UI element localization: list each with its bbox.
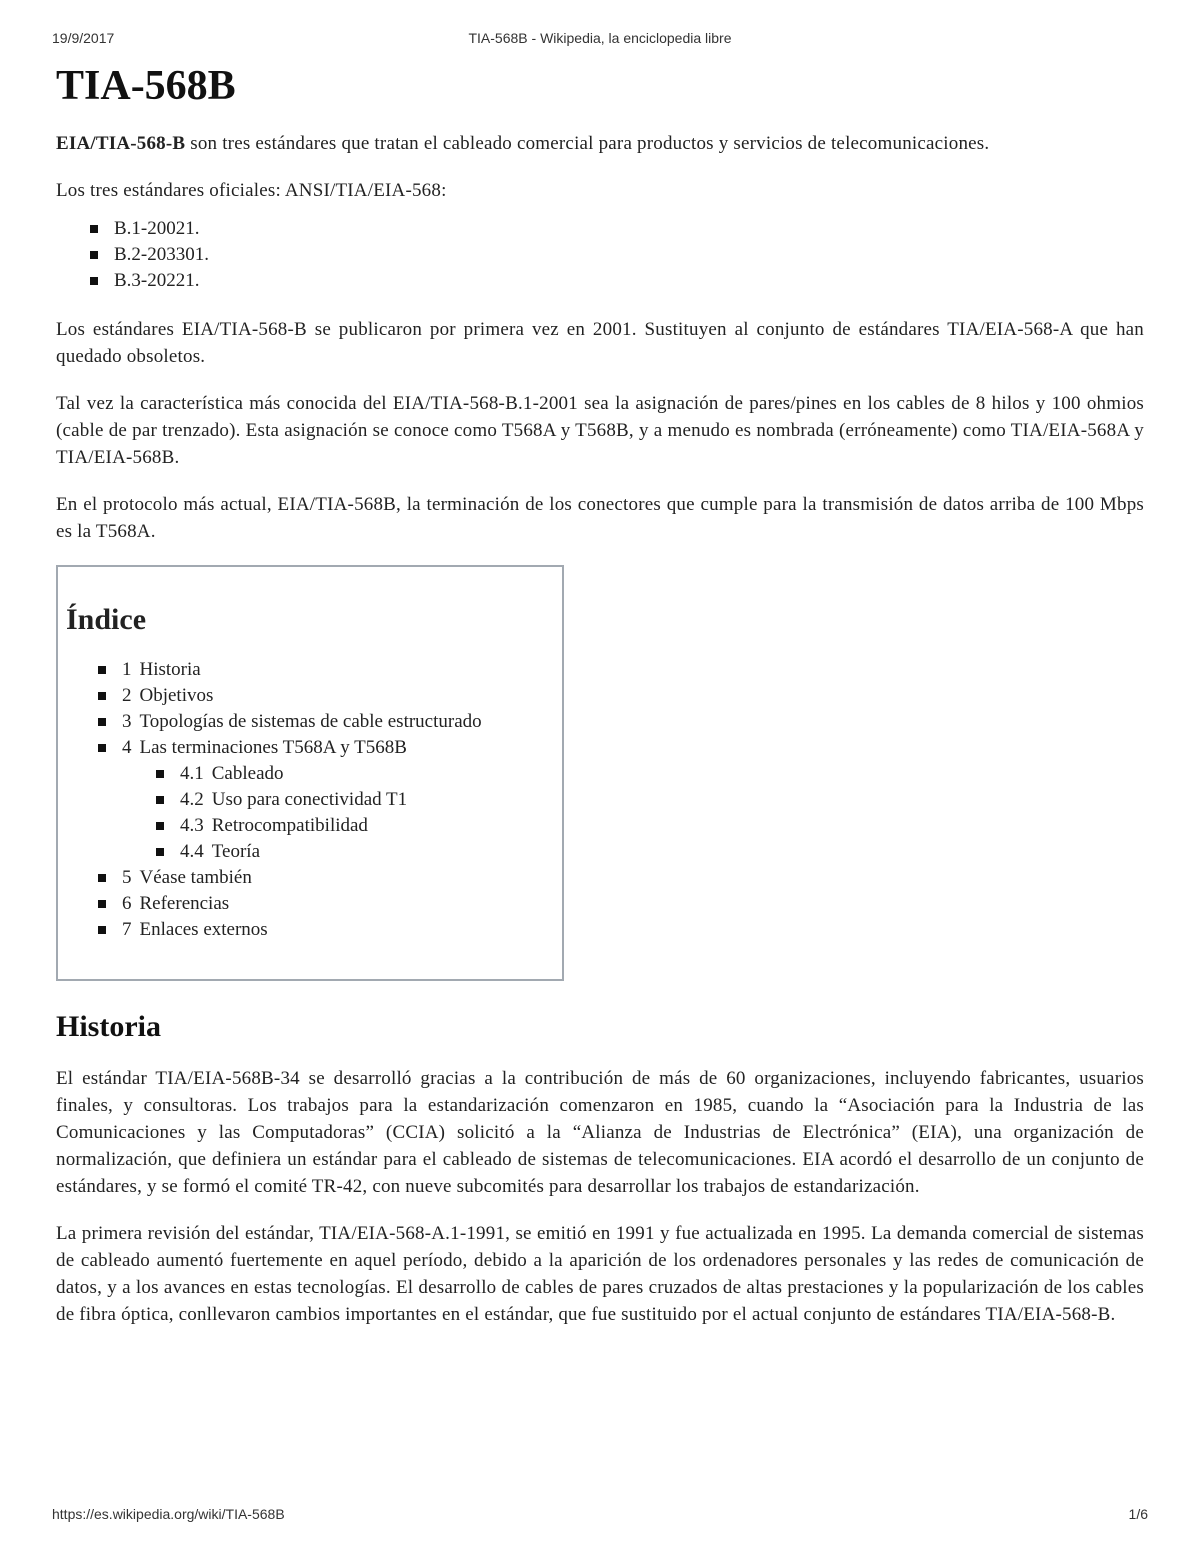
toc-item-referencias[interactable]: 6 Referencias: [98, 891, 554, 917]
intro-paragraph: [56, 130, 1144, 157]
page-title: TIA-568B: [56, 63, 236, 109]
toc-list: [66, 657, 554, 943]
historia-paragraph-1: El estándar TIA/EIA-568B-34 se desarrolló gracias a la contribución de más de 60 organizaciones, incluyendo fabricantes, usuarios finales, y consultoras. Los trabajos para la estandarización comenzaron en 1985, cuando la “Asociación para la Industria de las Comunicaciones y las Computadoras” (CCIA) solicitó a la “Alianza de Industrias de Electrónica” (EIA), una organización de normalización, que definiera un estándar para el cableado de sistemas de telecomunicaciones. EIA acordó el desarrollo de un conjunto de estándares, y se formó el comité TR-42, con nueve subcomités para desarrollar los trabajos de estandarización.: [56, 1068, 1144, 1197]
intro-text: son tres estándares que tratan el cableado comercial para productos y servicios de telecomunicaciones.: [185, 133, 990, 154]
protocol-paragraph: En el protocolo más actual, EIA/TIA-568B, la terminación de los conectores que cumple para la transmisión de datos arriba de 100 Mbps es la T568A.: [56, 494, 1144, 542]
toc-item-retrocompatibilidad[interactable]: 4.3 Retrocompatibilidad: [156, 813, 554, 839]
list-item: B.2-203301.: [90, 242, 1144, 268]
page-number: 1/6: [1128, 1506, 1148, 1522]
historia-paragraph-2: La primera revisión del estándar, TIA/EIA-568-A.1-1991, se emitió en 1991 y fue actualizada en 1995. La demanda comercial de sistemas de cableado aumentó fuertemente en aquel período, debido a la aparición de los ordenadores personales y las redes de comunicación de datos, y a los avances en estas tecnologías. El desarrollo de cables de pares cruzados de altas prestaciones y la popularización de los cables de fibra óptica, conllevaron cambios importantes en el estándar, que fue sustituido por el actual conjunto de estándares TIA/EIA-568-B.: [56, 1223, 1144, 1325]
print-document-title: TIA-568B - Wikipedia, la enciclopedia libre: [468, 30, 732, 46]
toc-item-historia[interactable]: 1 Historia: [98, 657, 554, 683]
table-of-contents: [56, 565, 564, 981]
feature-paragraph: Tal vez la característica más conocida del EIA/TIA-568-B.1-2001 sea la asignación de pares/pines en los cables de 8 hilos y 100 ohmios (cable de par trenzado). Esta asignación se conoce como T568A y T568B, y a menudo es nombrada (erróneamente) como TIA/EIA-568A y TIA/EIA-568B.: [56, 393, 1144, 468]
toc-sublist: [122, 761, 554, 865]
toc-item-conectividad-t1[interactable]: 4.2 Uso para conectividad T1: [156, 787, 554, 813]
list-item: B.1-20021.: [90, 216, 1144, 242]
print-url: https://es.wikipedia.org/wiki/TIA-568B: [52, 1506, 285, 1522]
toc-item-vease-tambien[interactable]: 5 Véase también: [98, 865, 554, 891]
print-footer: [52, 1506, 1148, 1526]
toc-item-cableado[interactable]: 4.1 Cableado: [156, 761, 554, 787]
list-item: B.3-20221.: [90, 268, 1144, 294]
toc-item-enlaces-externos[interactable]: 7 Enlaces externos: [98, 917, 554, 943]
section-title-historia: Historia: [56, 1010, 161, 1043]
intro-bold-term: EIA/TIA-568-B: [56, 133, 186, 154]
toc-title: Índice: [66, 603, 147, 636]
standards-intro: Los tres estándares oficiales: ANSI/TIA/EIA-568:: [56, 180, 447, 201]
print-date: 19/9/2017: [52, 30, 115, 46]
published-paragraph: Los estándares EIA/TIA-568-B se publicaron por primera vez en 2001. Sustituyen al conjunto de estándares TIA/EIA-568-A que han quedado obsoletos.: [56, 319, 1144, 367]
toc-item-terminaciones[interactable]: 4 Las terminaciones T568A y T568B 4.1 Cableado 4.2 Uso para conectividad T1 4.3 Retrocompatibilidad 4.4 Teoría: [98, 735, 554, 865]
toc-item-topologias[interactable]: 3 Topologías de sistemas de cable estructurado: [98, 709, 554, 735]
standards-list: [56, 216, 1144, 294]
toc-item-teoria[interactable]: 4.4 Teoría: [156, 839, 554, 865]
toc-item-objetivos[interactable]: 2 Objetivos: [98, 683, 554, 709]
article-content: [56, 56, 1144, 1348]
print-header: [52, 30, 1148, 50]
